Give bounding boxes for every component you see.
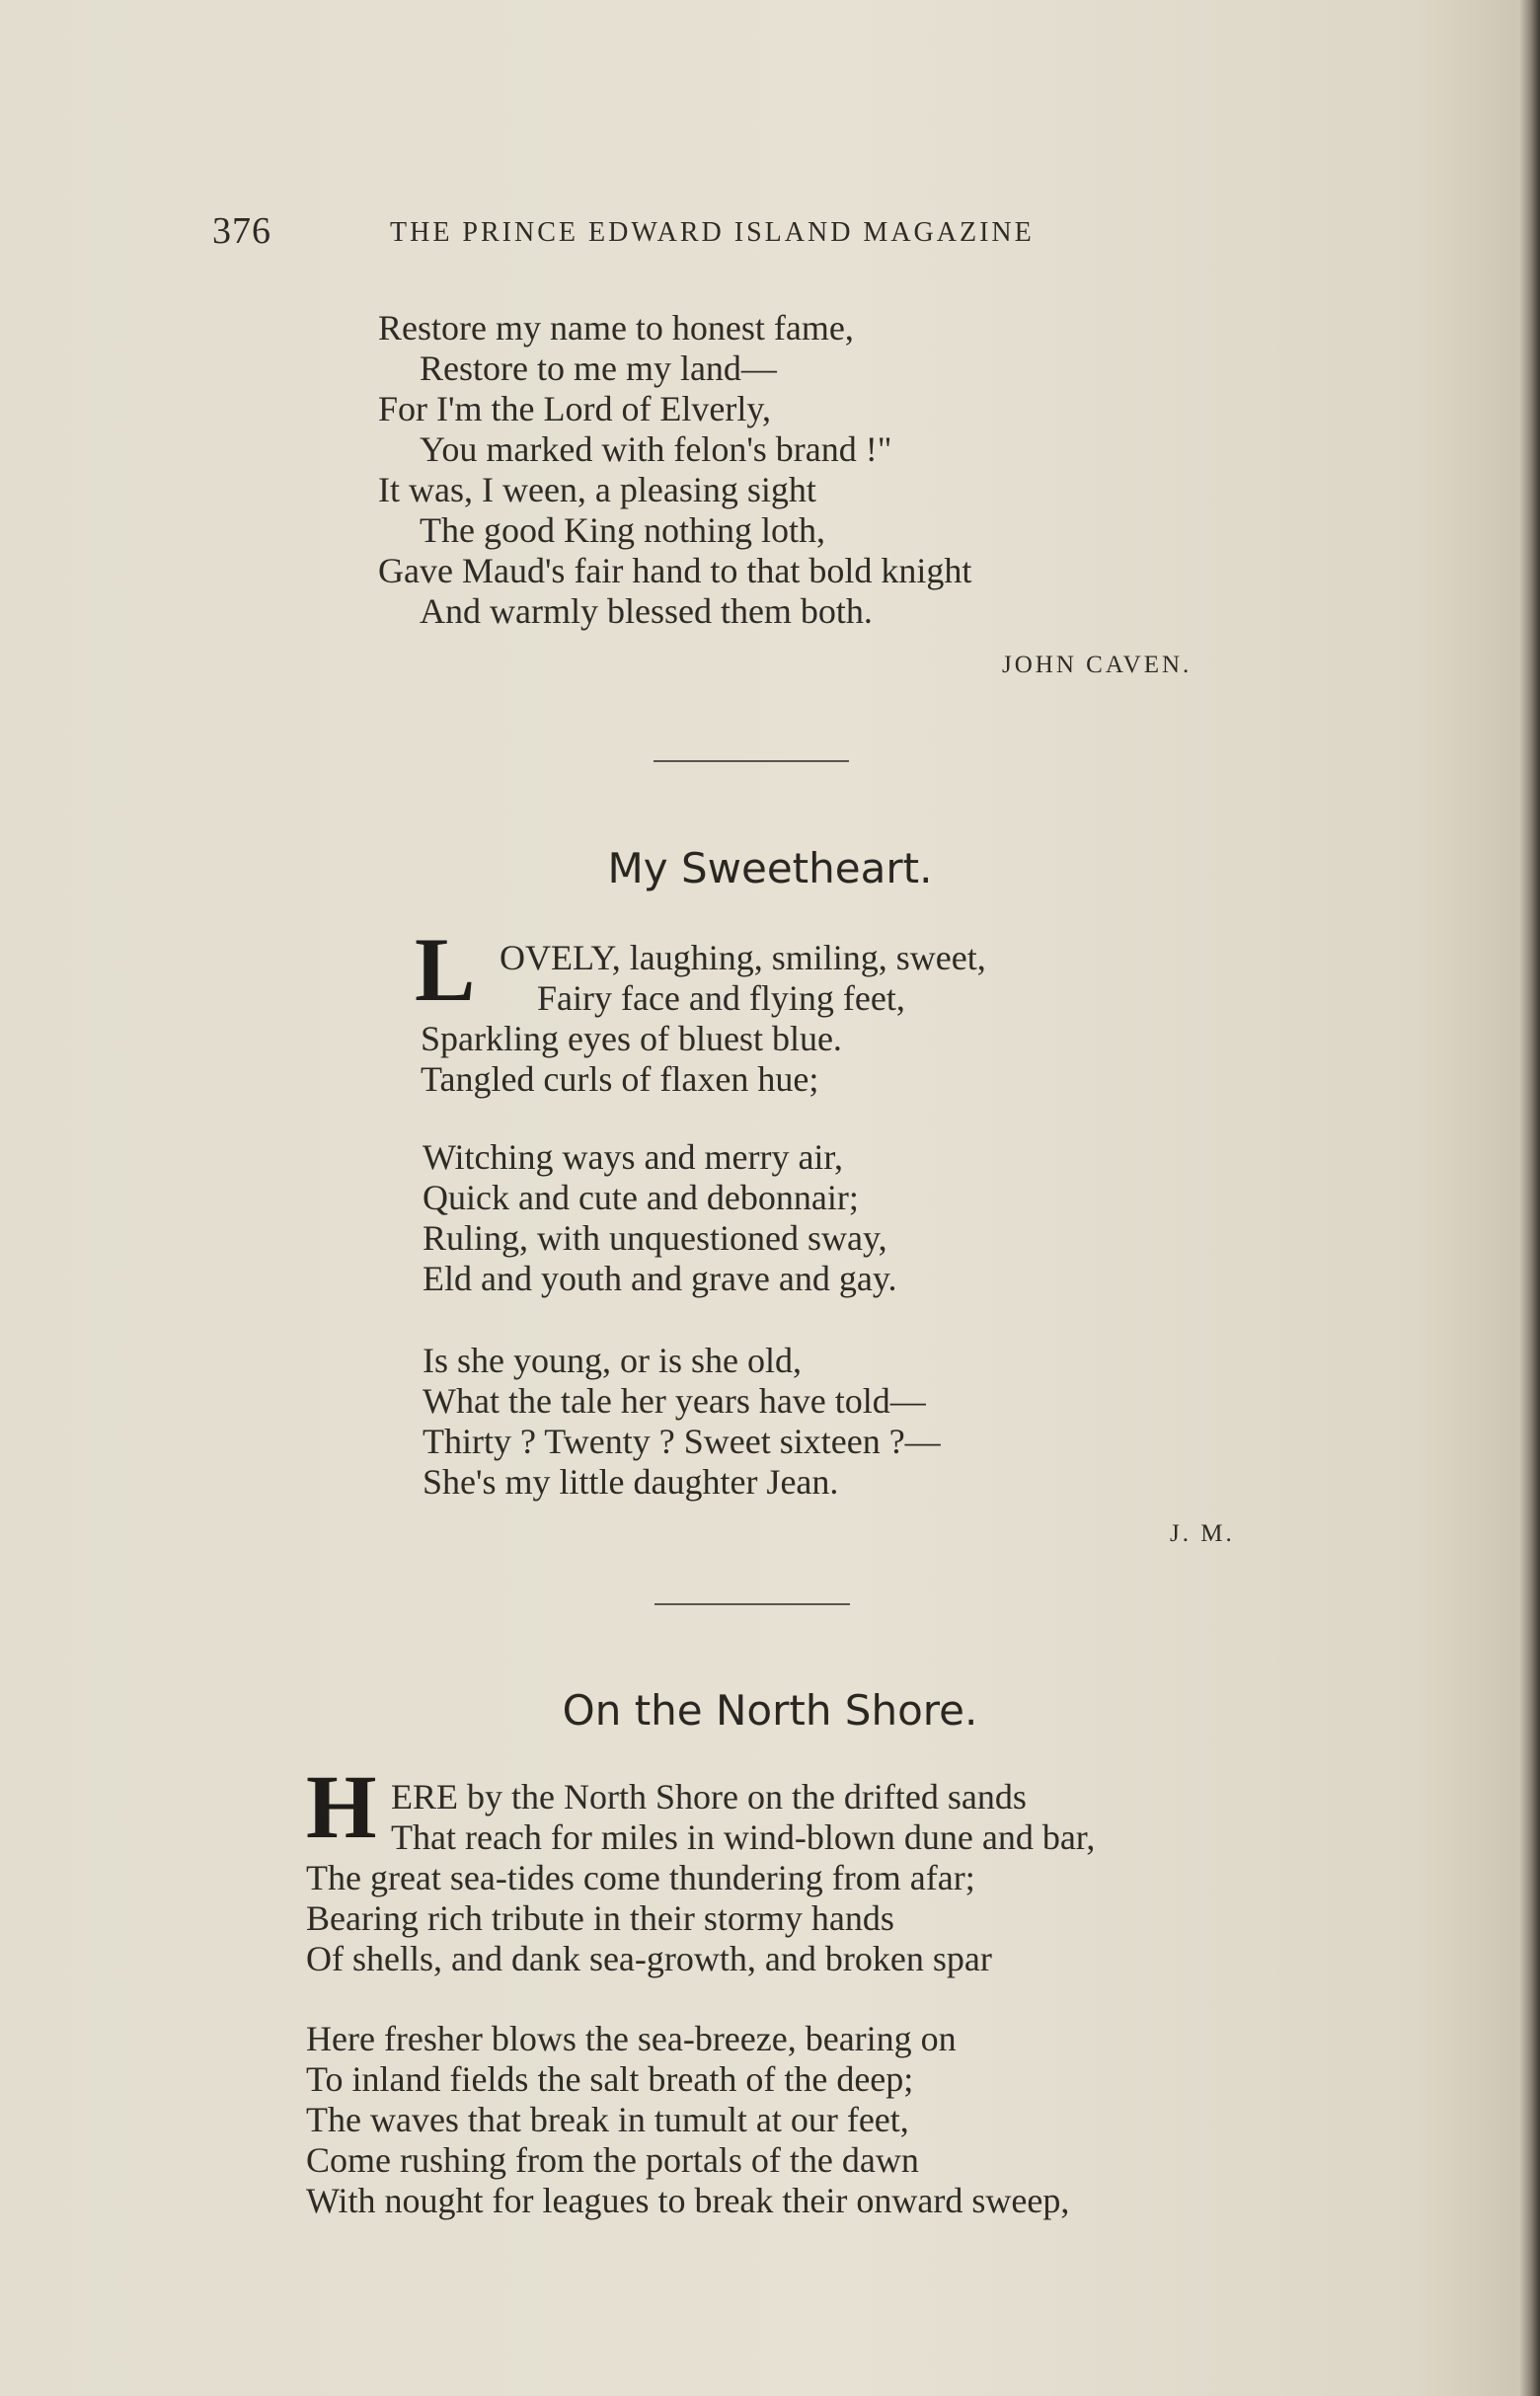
poem-line: Thirty ? Twenty ? Sweet sixteen ?— xyxy=(423,1422,941,1461)
poem2-dropcap: L xyxy=(415,919,476,1020)
poem-line: She's my little daughter Jean. xyxy=(423,1462,839,1502)
poem-line: Come rushing from the portals of the dawn xyxy=(306,2140,919,2180)
poem-line: OVELY, laughing, smiling, sweet, xyxy=(500,938,986,977)
poem2-author: J. M. xyxy=(1170,1520,1235,1547)
poem1-stanza xyxy=(378,308,971,632)
poem-line: The waves that break in tumult at our feet, xyxy=(306,2100,909,2139)
book-spine-shadow xyxy=(1518,0,1540,2396)
poem-line: What the tale her years have told— xyxy=(423,1381,926,1421)
poem-line: Gave Maud's fair hand to that bold knight xyxy=(378,551,972,590)
poem3-dropcap: H xyxy=(306,1756,377,1857)
poem-line: It was, I ween, a pleasing sight xyxy=(378,470,816,509)
poem3-stanza-2 xyxy=(306,2019,1069,2221)
poem-line: That reach for miles in wind-blown dune and bar, xyxy=(391,1817,1096,1857)
page-number: 376 xyxy=(212,210,271,252)
poem-line: Bearing rich tribute in their stormy hands xyxy=(306,1898,894,1938)
poem-line: Restore to me my land— xyxy=(420,348,777,388)
poem-line: For I'm the Lord of Elverly, xyxy=(378,389,772,428)
section-divider xyxy=(654,760,849,762)
poem-line: Witching ways and merry air, xyxy=(423,1137,843,1177)
poem2-stanza-2 xyxy=(423,1137,897,1299)
poem-line: Quick and cute and debonnair; xyxy=(423,1178,859,1217)
poem-line: Is she young, or is she old, xyxy=(423,1341,802,1380)
poem-line: Tangled curls of flaxen hue; xyxy=(421,1059,819,1099)
poem-line: Of shells, and dank sea-growth, and broken spar xyxy=(306,1939,992,1978)
poem-line: The great sea-tides come thundering from afar; xyxy=(306,1858,975,1897)
poem-line: Fairy face and flying feet, xyxy=(537,978,905,1018)
poem3-title: On the North Shore. xyxy=(562,1686,978,1735)
poem1-author: JOHN CAVEN. xyxy=(1002,652,1193,678)
poem-line: To inland fields the salt breath of the deep; xyxy=(306,2059,914,2099)
poem2-stanza-1 xyxy=(421,938,986,1100)
poem-line: Here fresher blows the sea-breeze, bearing on xyxy=(306,2019,957,2058)
poem-line: Sparkling eyes of bluest blue. xyxy=(421,1019,842,1058)
running-head: THE PRINCE EDWARD ISLAND MAGAZINE xyxy=(390,217,1035,248)
page-header xyxy=(0,209,1540,269)
section-divider xyxy=(654,1603,850,1605)
poem2-title: My Sweetheart. xyxy=(607,844,933,892)
poem3-stanza-1 xyxy=(306,1777,1095,1979)
poem-line: ERE by the North Shore on the drifted sands xyxy=(391,1777,1027,1816)
poem-line: You marked with felon's brand !" xyxy=(420,429,892,469)
poem-line: The good King nothing loth, xyxy=(420,510,825,550)
poem2-stanza-3 xyxy=(423,1341,941,1503)
poem-line: And warmly blessed them both. xyxy=(420,591,873,631)
poem-line: Eld and youth and grave and gay. xyxy=(423,1259,897,1298)
poem-line: Ruling, with unquestioned sway, xyxy=(423,1218,887,1258)
poem-line: With nought for leagues to break their onward sweep, xyxy=(306,2181,1070,2220)
poem-line: Restore my name to honest fame, xyxy=(378,308,854,348)
